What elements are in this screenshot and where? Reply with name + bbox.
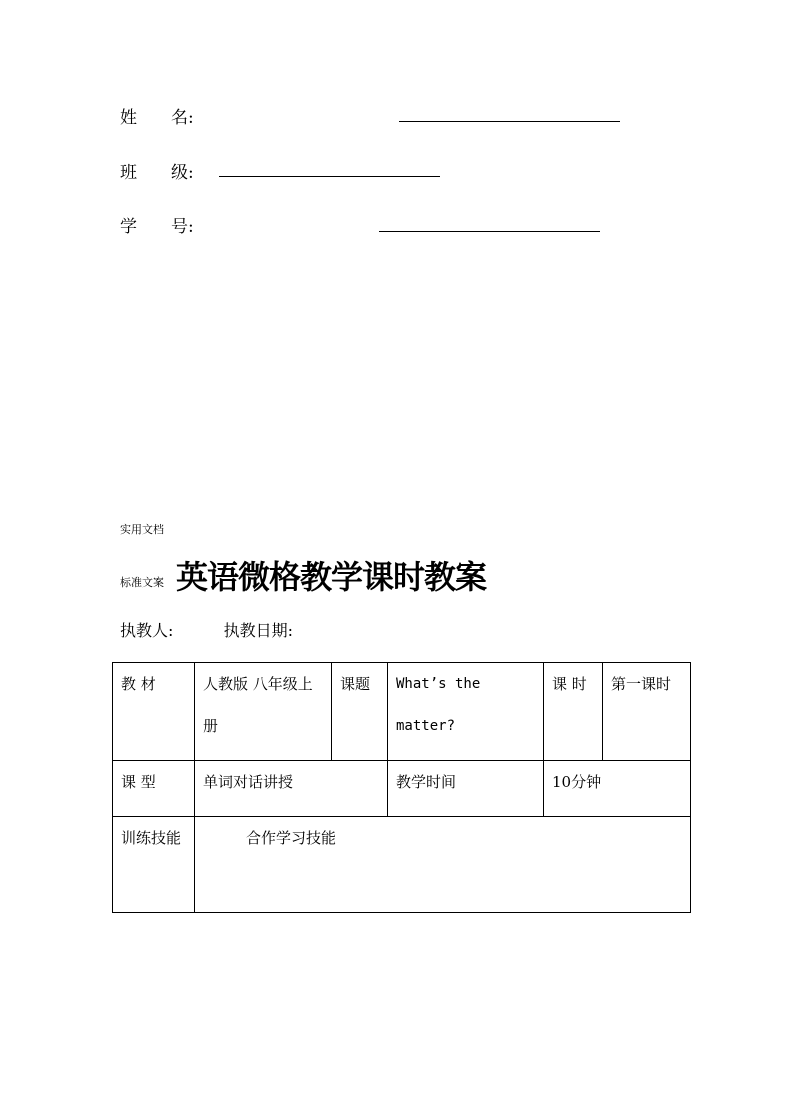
time-label: 教学时间	[396, 773, 457, 791]
skill-label: 训练技能	[121, 829, 182, 847]
id-label: 学 号:	[120, 217, 194, 237]
name-line[interactable]	[399, 121, 620, 122]
material-label-cell	[113, 663, 195, 761]
time-label-cell	[388, 761, 544, 817]
doc-tag: 实用文档	[120, 523, 164, 536]
table-row	[113, 761, 691, 817]
period-value: 第一课时	[611, 675, 672, 693]
teacher-label: 执教人:	[120, 621, 174, 640]
type-value-cell	[195, 761, 388, 817]
page-title: 英语微格教学课时教案	[176, 558, 487, 596]
topic-label: 课题	[340, 675, 371, 693]
topic-value-cell	[388, 663, 544, 761]
skill-label-cell	[113, 817, 195, 913]
topic-label-cell	[332, 663, 388, 761]
type-label-cell	[113, 761, 195, 817]
type-label: 课 型	[121, 773, 156, 791]
id-line[interactable]	[379, 231, 600, 232]
date-label: 执教日期:	[223, 621, 293, 640]
lesson-table	[112, 662, 691, 913]
title-prefix: 标准文案	[120, 576, 164, 589]
class-line[interactable]	[219, 176, 440, 177]
material-value: 人教版 八年级上册	[203, 675, 313, 735]
period-label-cell	[544, 663, 603, 761]
topic-value: What’s the matter?	[396, 676, 481, 734]
time-value: 10分钟	[552, 773, 602, 791]
material-label: 教 材	[121, 675, 156, 693]
period-value-cell	[603, 663, 691, 761]
skill-value-cell	[195, 817, 691, 913]
material-value-cell	[195, 663, 332, 761]
period-label: 课 时	[552, 675, 587, 693]
time-value-cell	[544, 761, 691, 817]
name-label: 姓 名:	[120, 108, 194, 128]
teacher-line	[120, 618, 293, 641]
type-value: 单词对话讲授	[203, 773, 294, 791]
skill-value: 合作学习技能	[246, 829, 337, 847]
table-row	[113, 817, 691, 913]
table-row	[113, 663, 691, 761]
class-label: 班 级:	[120, 163, 194, 183]
